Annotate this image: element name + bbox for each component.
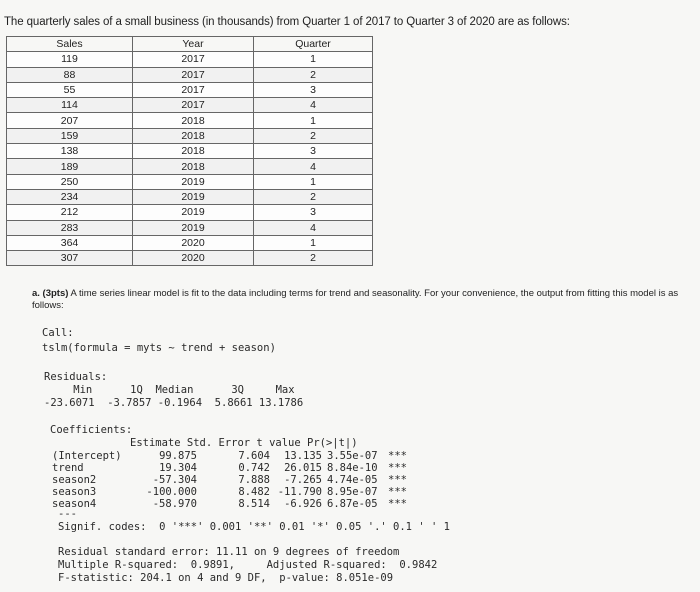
coef-p-value: 6.87e-05 [327,498,378,510]
coef-estimate: -57.304 [152,474,197,486]
coef-significance: *** [388,474,407,486]
cell-quarter: 3 [254,82,373,97]
cell-year: 2017 [133,67,254,82]
cell-year: 2018 [133,113,254,128]
table-row [7,67,373,82]
cell-sales: 55 [7,82,133,97]
intro-text: The quarterly sales of a small business (in thousands) from Quarter 1 of 2017 to Quarter 3 of 2020 are as follows: [4,16,570,28]
cell-year: 2018 [133,159,254,174]
coef-name: season2 [52,474,97,486]
cell-quarter: 2 [254,251,373,266]
coef-significance: *** [388,486,407,498]
coef-estimate: 19.304 [159,462,197,474]
cell-year: 2019 [133,220,254,235]
residuals-header: Min 1Q Median 3Q Max [48,384,295,396]
f-statistic: F-statistic: 204.1 on 4 and 9 DF, p-value: 8.051e-09 [58,572,394,584]
cell-sales: 159 [7,128,133,143]
cell-sales: 189 [7,159,133,174]
table-header-row [7,37,373,52]
cell-sales: 283 [7,220,133,235]
residuals-label: Residuals: [44,371,108,383]
coef-estimate: -58.970 [152,498,197,510]
coef-significance: *** [388,498,407,510]
coef-estimate: -100.000 [146,486,197,498]
cell-quarter: 3 [254,144,373,159]
coef-std-error: 8.514 [238,498,270,510]
table-row [7,189,373,204]
table-row [7,251,373,266]
header-sales: Sales [7,37,133,52]
table-row [7,205,373,220]
cell-sales: 250 [7,174,133,189]
coef-std-error: 7.604 [238,450,270,462]
table-row [7,52,373,67]
cell-year: 2017 [133,52,254,67]
residual-standard-error: Residual standard error: 11.11 on 9 degrees of freedom [58,546,400,558]
cell-sales: 212 [7,205,133,220]
coef-t-value: 26.015 [284,462,322,474]
r-squared: Multiple R-squared: 0.9891, Adjusted R-squared: 0.9842 [58,559,438,571]
cell-year: 2017 [133,98,254,113]
call-label: Call: [42,327,74,339]
cell-year: 2018 [133,144,254,159]
question-text: A time series linear model is fit to the data including terms for trend and seasonality. For your convenience, the output from fitting this model is as follows: [32,288,679,311]
coef-std-error: 0.742 [238,462,270,474]
cell-year: 2019 [133,189,254,204]
coef-name: (Intercept) [52,450,122,462]
cell-sales: 234 [7,189,133,204]
coef-t-value: -11.790 [277,486,322,498]
coef-significance: *** [388,462,407,474]
table-row [7,235,373,250]
cell-quarter: 4 [254,159,373,174]
coef-t-value: -7.265 [284,474,322,486]
table-row [7,144,373,159]
cell-quarter: 1 [254,174,373,189]
cell-sales: 364 [7,235,133,250]
call-formula: tslm(formula = myts ~ trend + season) [42,342,276,354]
coef-estimate: 99.875 [159,450,197,462]
table-row [7,174,373,189]
coef-std-error: 8.482 [238,486,270,498]
cell-sales: 307 [7,251,133,266]
cell-year: 2018 [133,128,254,143]
cell-year: 2019 [133,205,254,220]
residuals-values: -23.6071 -3.7857 -0.1964 5.8661 13.1786 [44,397,304,409]
coef-p-value: 3.55e-07 [327,450,378,462]
cell-quarter: 1 [254,52,373,67]
coef-name: season3 [52,486,97,498]
cell-sales: 88 [7,67,133,82]
coef-p-value: 8.84e-10 [327,462,378,474]
coef-p-value: 8.95e-07 [327,486,378,498]
cell-quarter: 4 [254,98,373,113]
cell-sales: 207 [7,113,133,128]
coef-t-value: -6.926 [284,498,322,510]
cell-year: 2017 [133,82,254,97]
coef-std-error: 7.888 [238,474,270,486]
coef-header: Estimate Std. Error t value Pr(>|t|) [130,437,358,449]
cell-quarter: 4 [254,220,373,235]
cell-quarter: 3 [254,205,373,220]
table-row [7,159,373,174]
sales-table [6,36,373,266]
table-row [7,98,373,113]
question-label: a. (3pts) [32,288,69,299]
cell-quarter: 1 [254,113,373,128]
cell-sales: 114 [7,98,133,113]
coef-name: trend [52,462,84,474]
cell-sales: 119 [7,52,133,67]
table-row [7,128,373,143]
coef-significance: *** [388,450,407,462]
cell-quarter: 2 [254,67,373,82]
separator: --- [58,508,77,520]
question-a [32,288,692,312]
cell-sales: 138 [7,144,133,159]
cell-quarter: 2 [254,189,373,204]
coefficients-label: Coefficients: [50,424,133,436]
cell-quarter: 1 [254,235,373,250]
cell-quarter: 2 [254,128,373,143]
table-row [7,82,373,97]
table-row [7,220,373,235]
header-year: Year [133,37,254,52]
signif-codes: Signif. codes: 0 '***' 0.001 '**' 0.01 '*' 0.05 '.' 0.1 ' ' 1 [58,521,450,533]
cell-year: 2020 [133,251,254,266]
table-row [7,113,373,128]
cell-year: 2019 [133,174,254,189]
coef-t-value: 13.135 [284,450,322,462]
coef-name: season4 [52,498,97,510]
coef-p-value: 4.74e-05 [327,474,378,486]
header-quarter: Quarter [254,37,373,52]
cell-year: 2020 [133,235,254,250]
